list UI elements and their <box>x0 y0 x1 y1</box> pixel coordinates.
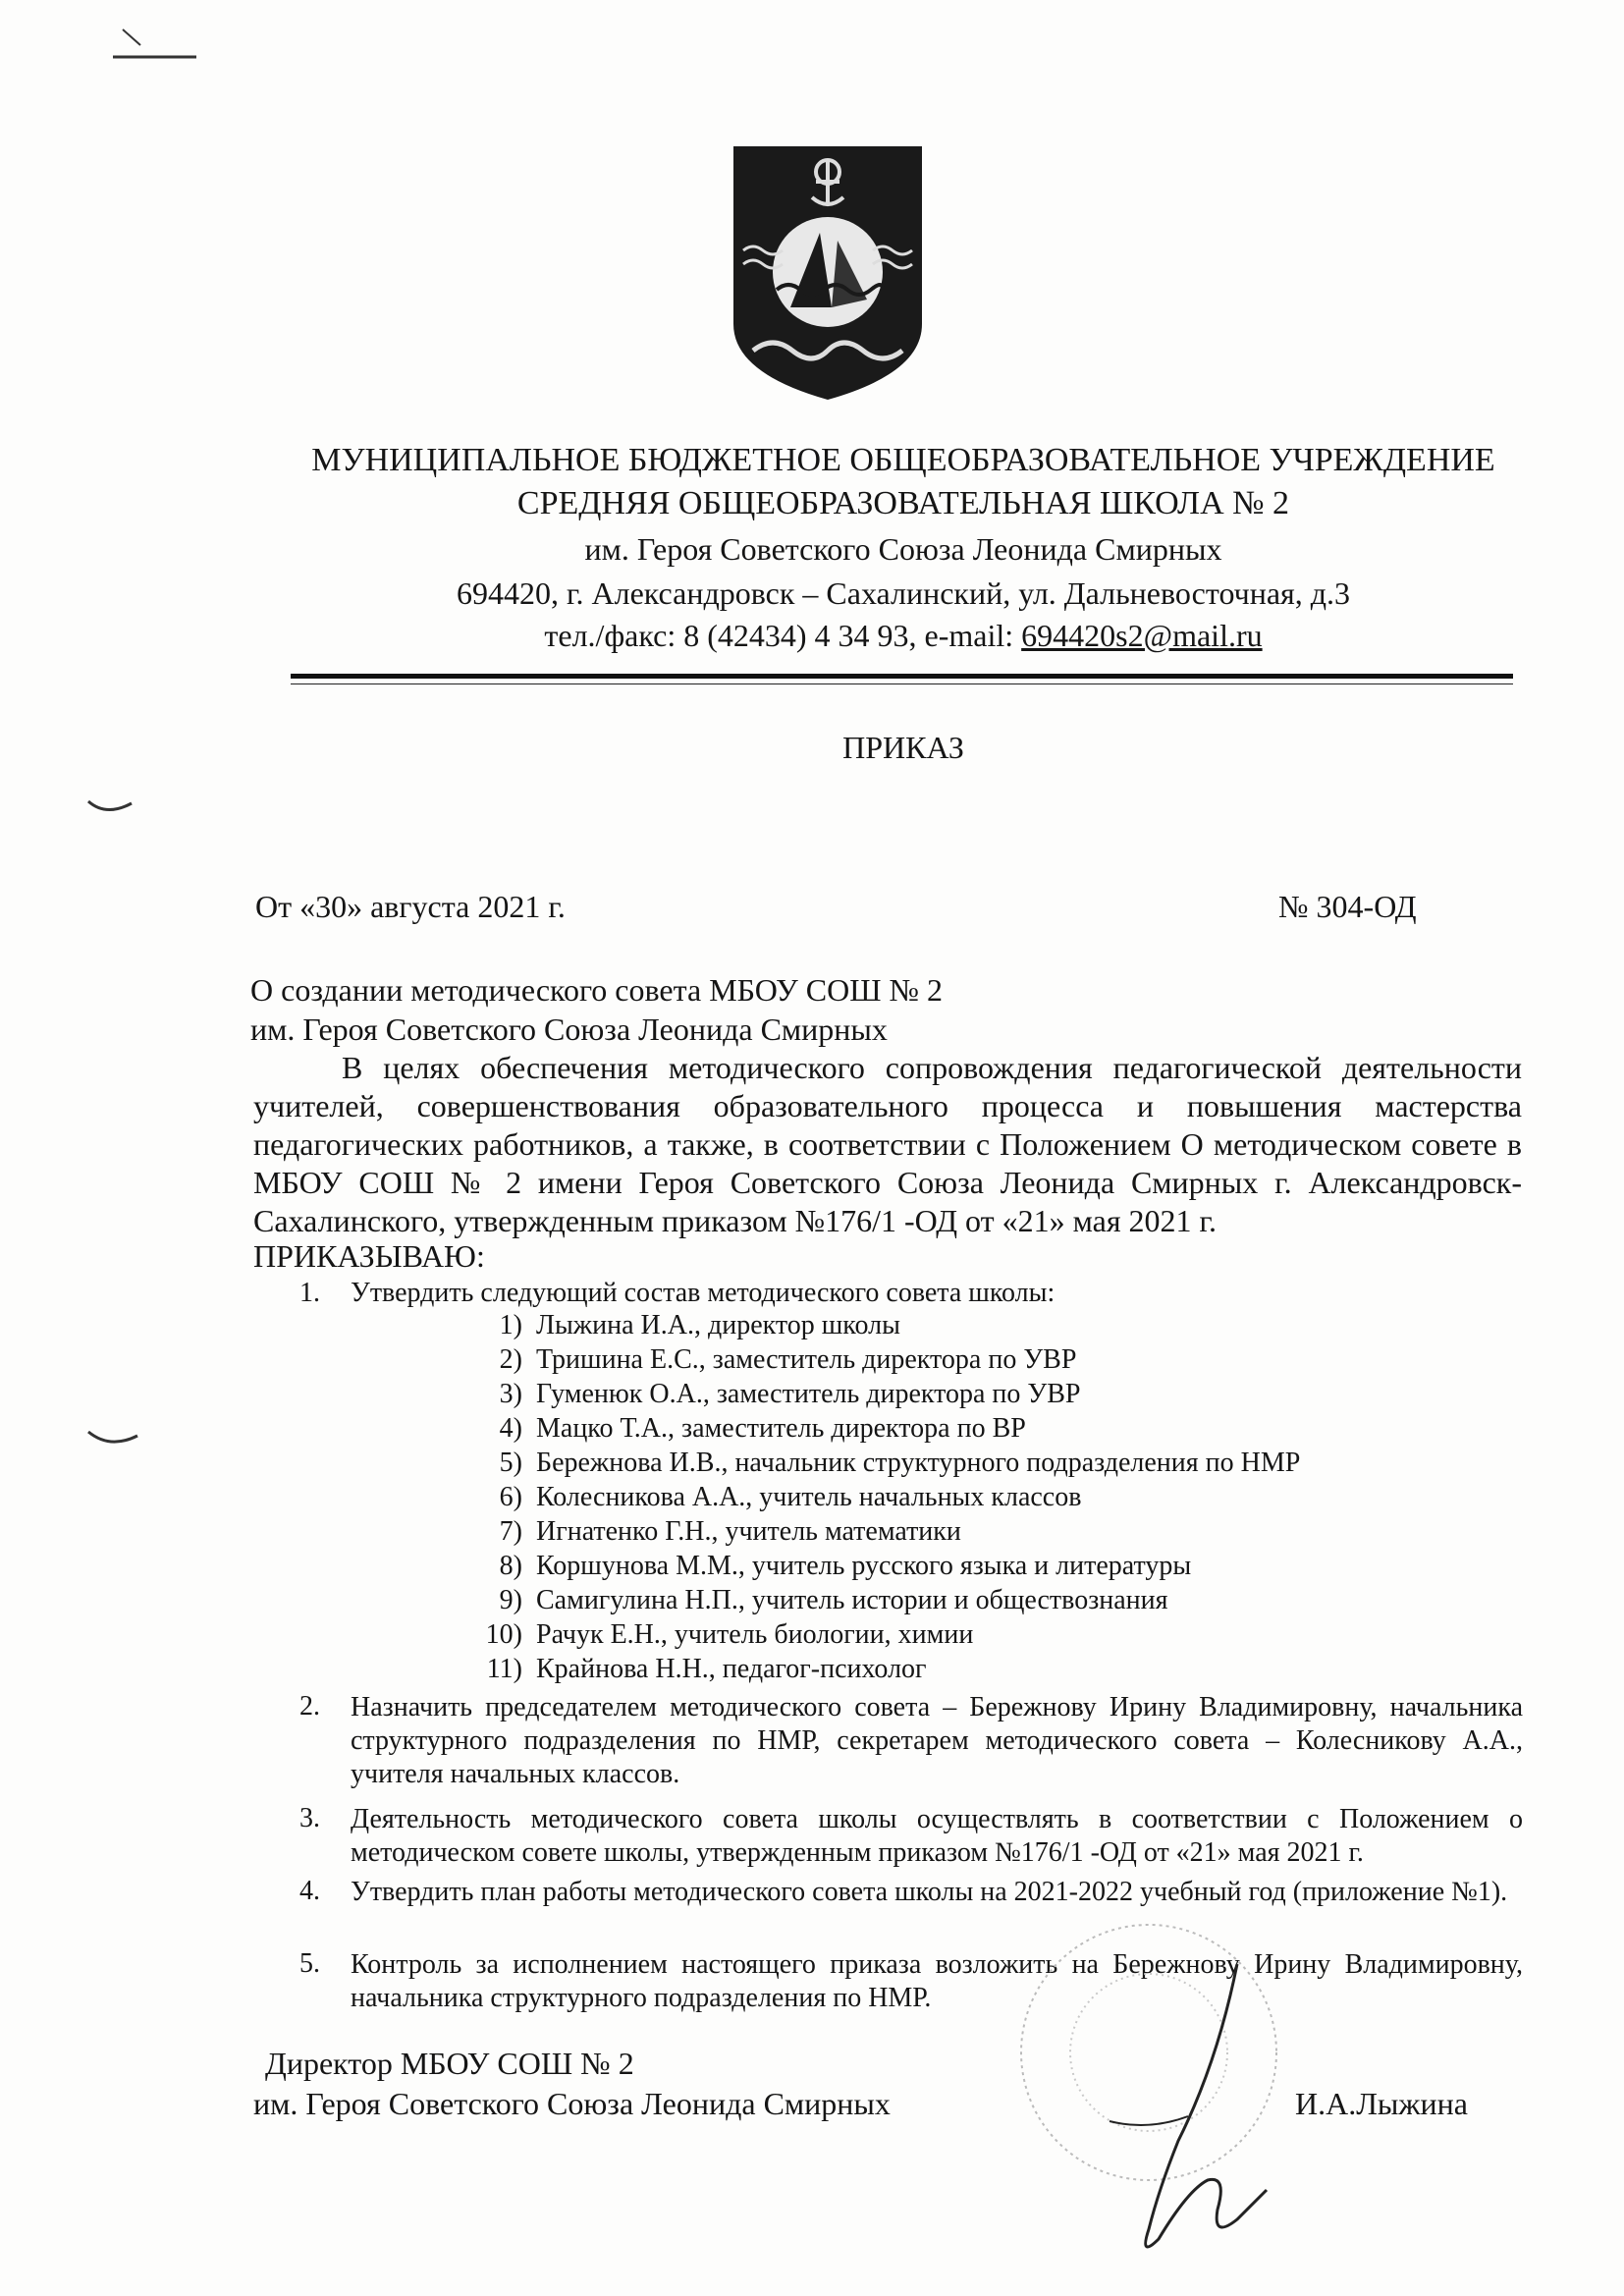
order-item-1 <box>299 1277 320 1310</box>
org-name-line1: МУНИЦИПАЛЬНОЕ БЮДЖЕТНОЕ ОБЩЕОБРАЗОВАТЕЛЬНОЕ УЧРЕЖДЕНИЕ <box>311 442 1495 478</box>
scan-mark <box>86 1424 141 1453</box>
order-item-2: Назначить председателем методического совета – Бережнову Ирину Владимировну, начальника структурного подразделения по НМР, секретарем методического совета – Колесникову А.А., учителя начальных классов. <box>351 1692 1523 1789</box>
signature-icon <box>1090 1944 1316 2269</box>
order-item-3: Деятельность методического совета школы осуществлять в соответствии с Положением о методическом совете школы, утвержденным приказом №176/1 -ОД от «21» мая 2021 г. <box>351 1804 1523 1868</box>
member-item: 9) Самигулина Н.П., учитель истории и обществознания <box>499 1585 1168 1615</box>
scan-mark <box>86 793 135 821</box>
member-item: 8) Коршунова М.М., учитель русского языка и литературы <box>499 1551 1192 1581</box>
member-item: 7) Игнатенко Г.Н., учитель математики <box>499 1516 961 1547</box>
signatory-position-line2: им. Героя Советского Союза Леонида Смирных <box>253 2086 891 2121</box>
document-number: № 304-ОД <box>1278 889 1417 924</box>
member-item: 10) Рачук Е.Н., учитель биологии, химии <box>485 1619 974 1650</box>
document-date: От «30» августа 2021 г. <box>255 889 566 924</box>
signatory-name: И.А.Лыжина <box>1295 2086 1468 2121</box>
member-item: 5) Бережнова И.В., начальник структурного подразделения по НМР <box>499 1448 1301 1478</box>
document-title: ПРИКАЗ <box>842 730 964 765</box>
item-number: 4. <box>299 1876 320 1906</box>
org-name-line2: СРЕДНЯЯ ОБЩЕОБРАЗОВАТЕЛЬНАЯ ШКОЛА № 2 <box>516 485 1290 521</box>
signatory-position-line1: Директор МБОУ СОШ № 2 <box>265 2046 634 2081</box>
preamble: В целях обеспечения методического сопровождения педагогической деятельности учителей, совершенствования образовательного процесса и повышения мастерства педагогических работников, а также, в соответствии с Положением О методическом совете в МБОУ СОШ № 2 имени Героя Советского Союза Леонида Смирных г. Александровск-Сахалинского, утвержденным приказом №176/1 -ОД от «21» мая 2021 г. <box>253 1050 1522 1238</box>
phone-fax: тел./факс: 8 (42434) 4 34 93, e-mail: <box>544 618 1022 653</box>
member-item: 1) Лыжина И.А., директор школы <box>499 1310 900 1340</box>
order-item-4: Утвердить план работы методического совета школы на 2021-2022 учебный год (приложение №1). <box>351 1877 1508 1907</box>
order-item-1-text: Утвердить следующий состав методического совета школы: <box>351 1278 1056 1308</box>
item-number: 3. <box>299 1803 320 1833</box>
member-item: 3) Гуменюк О.А., заместитель директора по УВР <box>499 1379 1081 1409</box>
item-number: 2. <box>299 1691 320 1722</box>
org-name-line3: им. Героя Советского Союза Леонида Смирных <box>584 531 1222 567</box>
coat-of-arms-icon <box>730 142 926 403</box>
org-contacts <box>295 615 1512 656</box>
order-item-5: Контроль за исполнением настоящего приказа возложить на Бережнову Ирину Владимировну, начальника структурного подразделения по НМР. <box>351 1949 1523 2013</box>
subject-line2: им. Героя Советского Союза Леонида Смирных <box>250 1011 888 1047</box>
subject-line1: О создании методического совета МБОУ СОШ № 2 <box>250 972 944 1008</box>
email-link[interactable]: 694420s2@mail.ru <box>1021 618 1263 653</box>
order-word: ПРИКАЗЫВАЮ: <box>253 1238 485 1274</box>
header-divider-thick <box>291 674 1513 679</box>
item-number: 5. <box>299 1948 320 1979</box>
member-item: 4) Мацко Т.А., заместитель директора по ВР <box>499 1413 1026 1444</box>
org-address: 694420, г. Александровск – Сахалинский, ул. Дальневосточная, д.3 <box>456 575 1351 611</box>
member-item: 6) Колесникова А.А., учитель начальных классов <box>499 1482 1082 1512</box>
member-item: 11) Крайнова Н.Н., педагог-психолог <box>486 1654 927 1684</box>
member-item: 2) Тришина Е.С., заместитель директора по УВР <box>499 1344 1077 1375</box>
item-number: 1. <box>299 1278 320 1308</box>
header-divider-thin <box>291 683 1513 684</box>
scan-mark <box>93 27 201 67</box>
